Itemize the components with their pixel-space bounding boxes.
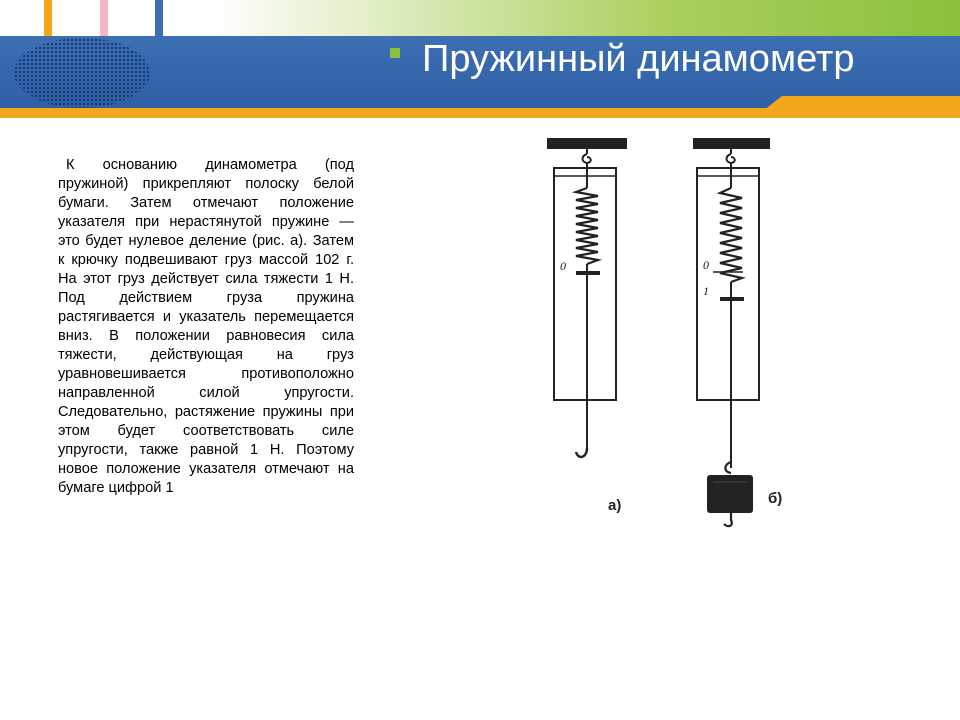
mark-zero-b: 0 bbox=[703, 258, 709, 272]
top-decor-bar bbox=[0, 0, 960, 36]
weight-102g bbox=[707, 475, 753, 513]
decor-block bbox=[100, 0, 108, 36]
title-bullet-icon bbox=[390, 48, 400, 58]
orange-tab bbox=[764, 96, 960, 110]
pointer-b bbox=[720, 297, 744, 301]
top-hook-a bbox=[583, 149, 591, 163]
ceiling-bar-b bbox=[693, 138, 770, 149]
dynamometer-diagram bbox=[510, 130, 810, 535]
spring-b bbox=[720, 188, 742, 282]
case-a bbox=[554, 168, 616, 400]
decor-block bbox=[155, 0, 163, 36]
decor-block bbox=[44, 0, 52, 36]
dynamometer-b bbox=[693, 138, 782, 526]
slide-title: Пружинный динамометр bbox=[422, 38, 855, 80]
figure-label-b: б) bbox=[768, 490, 783, 507]
mark-zero-a: 0 bbox=[560, 259, 566, 273]
bottom-hook-a bbox=[576, 448, 587, 457]
ceiling-bar-a bbox=[547, 138, 627, 149]
figure-label-a: а) bbox=[608, 497, 622, 514]
pointer-a bbox=[576, 271, 600, 275]
dynamometer-figure bbox=[510, 130, 810, 535]
weight-bottom-hook-b bbox=[724, 513, 732, 526]
spring-a bbox=[576, 188, 598, 264]
dotted-logo-decor bbox=[14, 38, 150, 108]
mark-one-b: 1 bbox=[703, 284, 709, 298]
body-paragraph: К основанию динамометра (под пружиной) прикрепляют полоску белой бумаги. Затем отмечают положение указателя при нерастянутой пружине — это будет нулевое деление (рис. а). Затем к крючку подвешивают груз массой 102 г. На этот груз действует сила тяжести 1 Н. Под действием груза пружина растягивается и указатель перемещается вниз. В положении равновесия сила тяжести, действующая на груз уравновешивается противоположно направленной силой упругости. Следовательно, растяжение пружины при этом будет соответствовать силе упругости, также равной 1 Н. Поэтому новое положение указателя отмечают на бумаге цифрой 1 bbox=[58, 157, 354, 496]
dynamometer-a bbox=[547, 138, 627, 514]
top-hook-b bbox=[727, 149, 735, 163]
